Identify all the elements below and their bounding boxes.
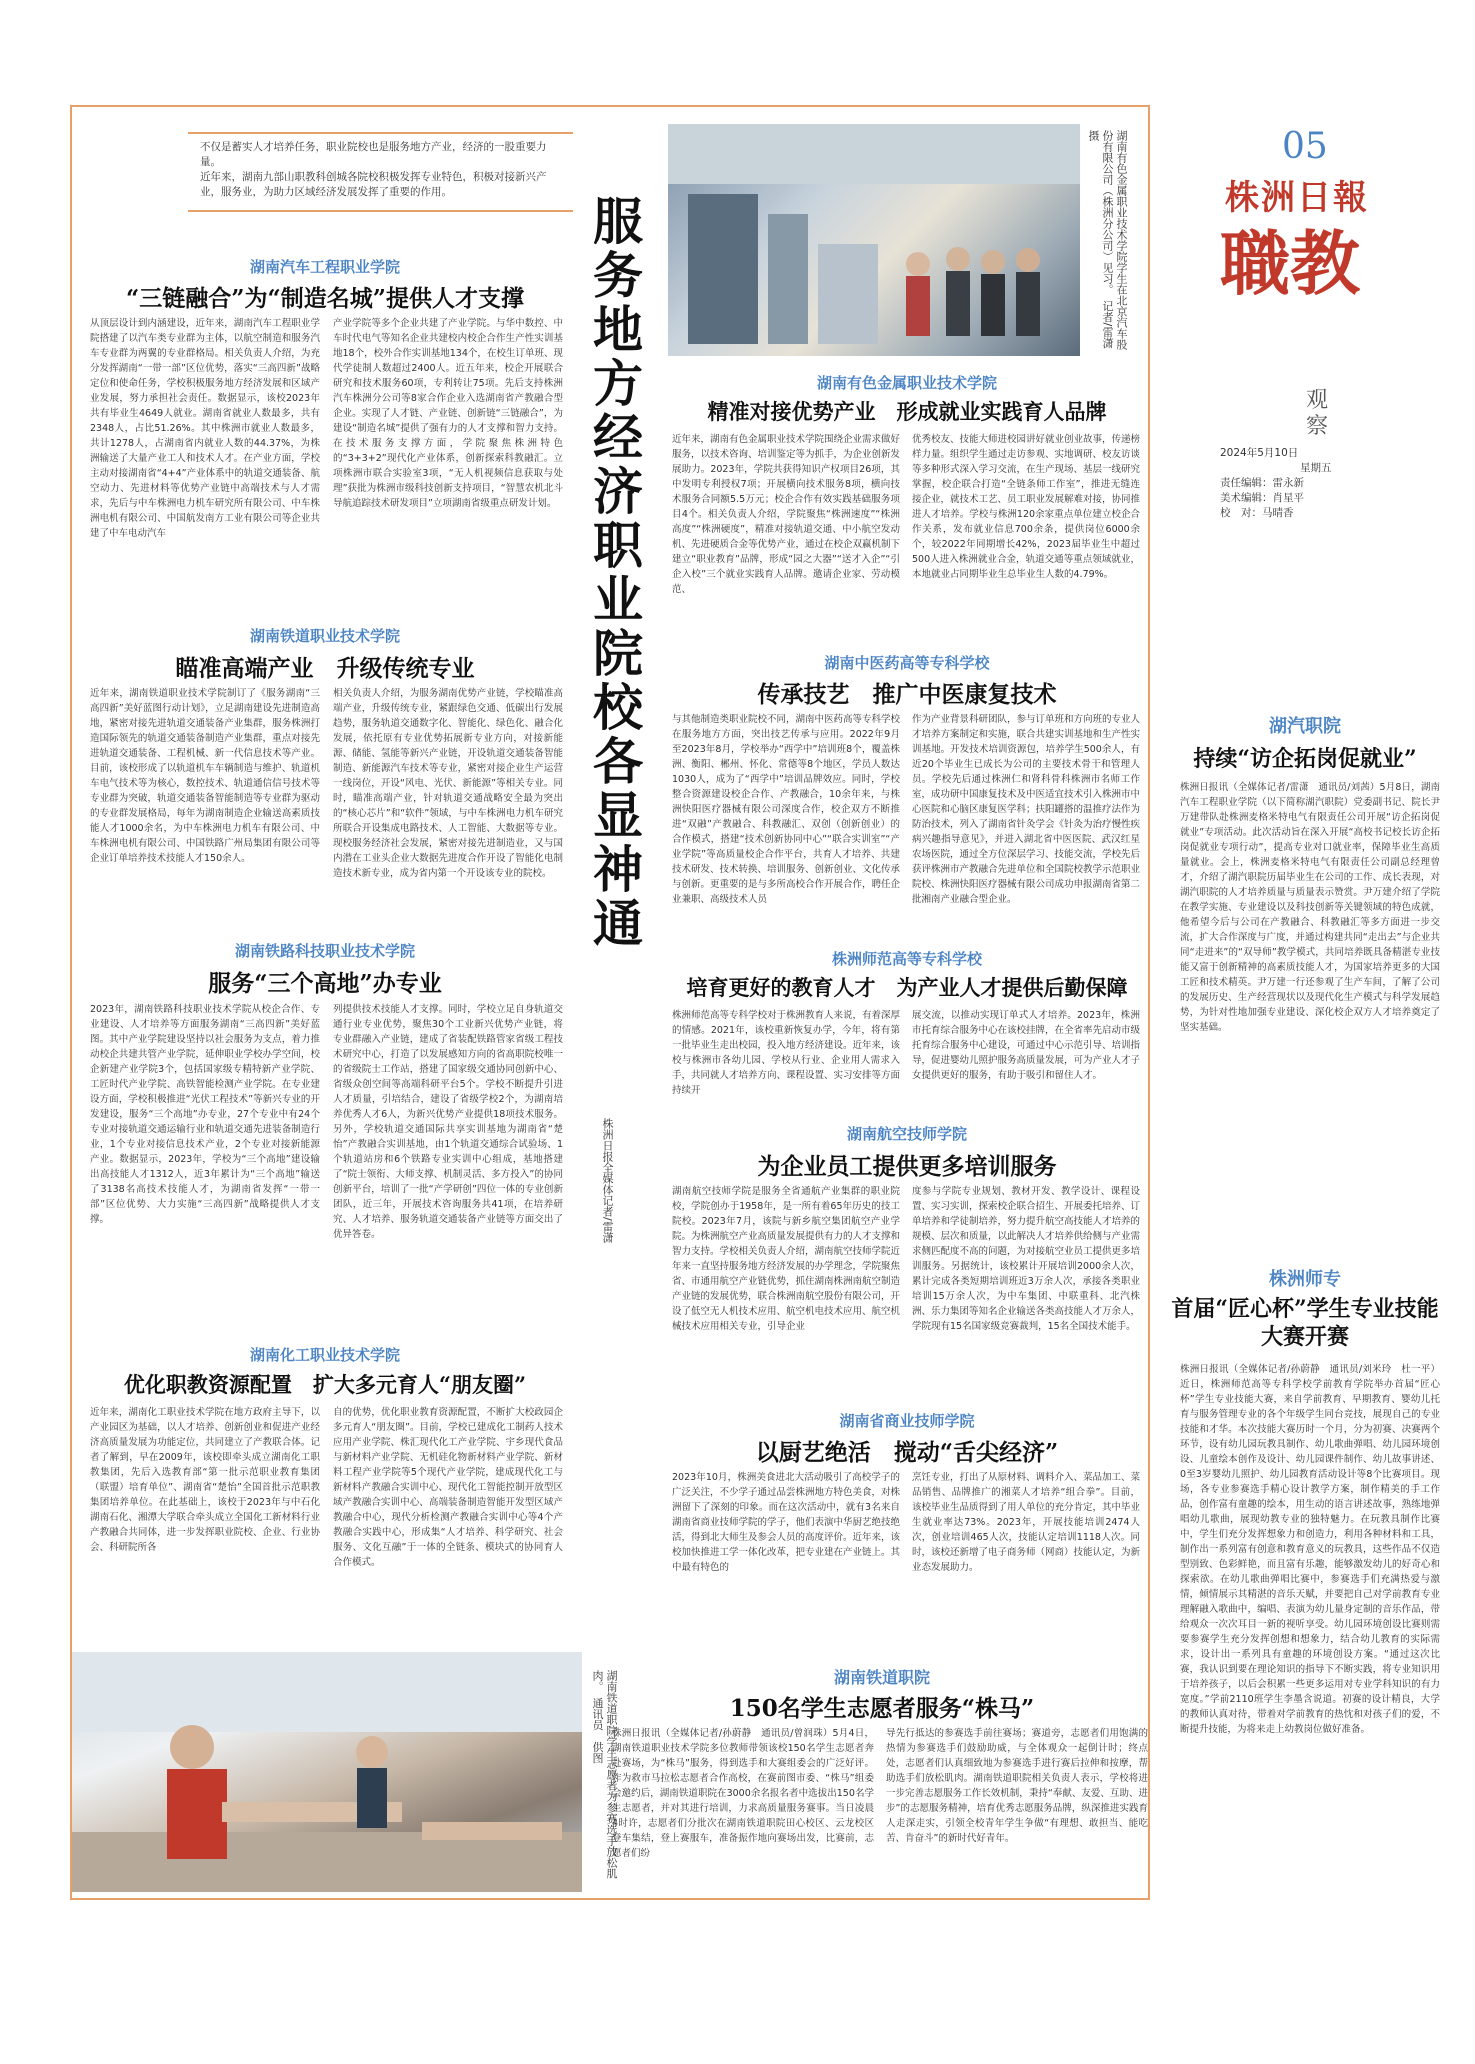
article-label: 湖南化工职业技术学院 (249, 1346, 400, 1364)
right-story-title: 持续“访企拓岗促就业” (1193, 746, 1417, 772)
article-title: 以厨艺绝活 搅动“舌尖经济” (755, 1439, 1059, 1466)
issue-meta (1220, 446, 1420, 521)
intro-paragraph: 不仅是蓄实人才培养任务，职业院校也是服务地方产业，经济的一股重要力量。 (200, 141, 547, 168)
article-label: 湖南铁路科技职业技术学院 (234, 942, 415, 960)
article-title: 为企业员工提供更多培训服务 (757, 1153, 1057, 1180)
editor-credit: 责任编辑：雷永新 (1220, 477, 1304, 489)
bottom-story-title: 150名学生志愿者服务“株马” (729, 1695, 1035, 1722)
top-photo-caption: 湖南有色金属职业技术学院学生在北京汽车股份有限公司（株洲分公司）见习。 记者/雷潇 摄 (1087, 130, 1128, 360)
article-body: 展交流，以推动实现订单式人才培养。2023年，株洲市托育综合服务中心在该校挂牌，在全省率先启动市级托育综合服务中心建设，可通过中心示范引导、培训指导，促进婴幼儿照护服务高质量发展，可为产业人才子女提供更好的服务，有助于吸引和留住人才。 (912, 1010, 1140, 1081)
article-title: 精准对接优势产业 形成就业实践育人品牌 (707, 399, 1107, 424)
article-body: 相关负责人介绍，为服务湖南优势产业链，学校瞄准高端产业，升级传统专业，紧跟绿色交通、低碳出行发展趋势，服务轨道交通数字化、智能化、绿色化、融合化发展，依托原有专业优势拓展新专业方向，对接新能源、储能、氢能等新兴产业链，开设轨道交通装备智能制造、新能源汽车技术等专业，紧密对接企业生产运营一线岗位，开设“风电、光伏、新能源”等相关专业。同时，瞄准高端产业，针对轨道交通战略安全最为突出的“核心芯片”和“软件”领域，与中车株洲电力机车研究所联合开设集成电路技术、人工智能、大数据等专业。现校服务经济社会发展，紧密对接先进制造业，又与国内潜在工业头企业大数据先进度合作开设了智能化电制造技术新专业，成为省内第一个开设该专业的院校。 (333, 688, 563, 879)
article-body: 株洲师范高等专科学校对于株洲教育人来说，有着深厚的情感。2021年，该校重新恢复办学，今年，将有第一批毕业生走出校园，投入地方经济建设。近年来，该校与株洲市各幼儿园、学校从行业、企业用人需求入手，共同就人才培养方向、课程设置、实习安排等方面持续开 (672, 1010, 900, 1096)
intro-box (188, 132, 573, 212)
page-number: 05 (1282, 126, 1328, 167)
article-label: 湖南航空技师学院 (846, 1125, 967, 1143)
right-story-body: 株洲日报讯（全媒体记者/雷潇 通讯员/刘茜）5月8日，湖南汽车工程职业学院（以下简称湖汽职院）党委副书记、院长尹万建带队赴株洲麦格米特电气有限责任公司开展“访企拓岗促就业”专项活动。此次活动旨在深入开展“高校书记校长访企拓岗促就业专项行动”，提高专业对口就业率，保障毕业生高质量就业。会上，株洲麦格米特电气有限责任公司副总经理曾才，介绍了湖汽职院历届毕业生在公司的工作、成长表现，对湖汽职院的人才培养质量与质量表示赞赏。尹万建介绍了学院在教学实施、专业建设以及科技创新等关键领域的特色成就，他希望今后与公司在产教融合、科教融汇等多方面进一步交流，扩大合作深度与广度，并通过构建共同“走出去”与企业共同“走进来”的“双导师”教学模式，共同培养既具备精湛专业技能又富于创新精神的高素质技能人才，为国家培养更多的大国工匠和技术精英。尹万建一行还参观了生产车间，了解了公司的发展历史、生产经营现状以及现代化生产模式与科学发展趋势，为针对性地加强专业建设、深化校企双方人才培养奠定了坚实基础。 (1180, 782, 1440, 1033)
article-title: 服务“三个高地”办专业 (208, 970, 442, 997)
issue-date: 2024年5月10日 (1220, 447, 1299, 459)
article-body: 优秀校友、技能大师进校园讲好就业创业故事，传递榜样力量。组织学生通过走访参观、实地调研、校友访谈等多种形式深入学习交流，在生产现场、基层一线研究掌握，校企联合打造“全链条师工作室”，推进无缝连接企业，就技术工艺、员工职业发展解难对接，协同推进人才培养。学校与株洲120余家重点单位建立校企合作关系，发布就业信息700余条，提供岗位6000余个，较2022年同期增长42%，2023届毕业生中超过500人进入株洲就业合金，轨道交通等重点领域就业，本地就业占同期毕业生总毕业生人数的4.79%。 (912, 434, 1140, 580)
bottom-photo-caption: 湖南铁道职院学生志愿者为参赛选手放松肌肉。 通讯员 供图 (591, 1670, 618, 1879)
article-body: 作为产业背景科研团队，参与订单班和方向班的专业人才培养方案制定和实施，联合共建实训基地和生产性实训基地。开发技术培训资源包，培养学生500余人，有近20个毕业生已成长为公司的主要技术骨干和管理人员。学校先后通过株洲仁和肾科骨科株洲市名师工作室，成功研中国康复技术及中医适宜技术引入株洲市中心医院和心脑区康复医学科；扶阳罐搭的温推疗法作为防治技术，列入了湖南省针灸学会《针灸为治疗慢性疾病兴趣指导意见》，并进入湖北省中医医院、武汉红星农场医院，通过全方位深层学习、技能交流，学校先后获评株洲市产教融合先进单位和全国院校教学示范职业院校、株洲快阳医疗器械有限公司成功申报湖南省第二批湘南产业融合型企业。 (912, 714, 1140, 905)
factory-scene-image (668, 124, 1080, 356)
article-body: 近年来，湖南铁道职业技术学院制订了《服务湖南“三高四新”美好蓝图行动计划》，立足湖南建设先进制造高地，紧密对接先进轨道交通装备产业集群，服务株洲打造国际领先的轨道交通装备制造产业集群，重点对接先进轨道交通装备、工程机械、新一代信息技术等产业。目前，该校形成了以轨道机车车辆制造与维护、轨道机车电气技术等为核心，数控技术、轨道通信信号技术等专业群为突破，轨道交通装备智能制造等专业群为驱动的专业群发展格局，每年为湖南制造企业输送高素质技能人才1000余名，为中车株洲电力机车有限公司、中车株洲电机有限公司、中国铁路广州局集团有限公司等企业订单培养技术技能人才150余人。 (90, 688, 320, 864)
section-brush-title: 職教 (1220, 222, 1360, 305)
article-label: 湖南中医药高等专科学校 (824, 654, 990, 672)
article-title: 优化职教资源配置 扩大多元育人“朋友圈” (123, 1372, 527, 1397)
main-headline: 服务地方经济 职业院校各显神通 (593, 192, 693, 953)
article-body: 从顶层设计到内涵建设，近年来，湖南汽车工程职业学院搭建了以汽车类专业群为主体，以航空制造和服务汽车专业群为两翼的专业群格局。相关负责人介绍，为充分发挥湖南“一带一部”区位优势，落实“三高四新”战略定位和使命任务，学校积极服务地方经济发展和区域产业发展，努力承担社会责任。数据显示，该校2023年共有毕业生4649人就业。湖南省就业人数最多，共有2348人，占比51.26%。其中株洲市就业人数最多，共计1278人，占湖南省内就业人数的44.37%，为株洲输送了大量产业工人和技术人才。在产业方面，学校主动对接湖南省“4+4”产业体系中的轨道交通装备、航空动力、先进材料等优势产业链中高端技术与人才需求，先后与中车株洲电力机车研究所有限公司、中车株洲电机有限公司、中国航发南方工业有限公司等企业共建了中车电动汽车 (90, 318, 320, 539)
paper-name: 株洲日報 (1225, 178, 1369, 218)
article-label: 株洲师范高等专科学校 (831, 950, 982, 968)
right-story-title: 首届“匠心杯”学生专业技能大赛开赛 (1171, 1296, 1439, 1350)
volunteer-massage-image (72, 1652, 582, 1892)
article-title: “三链融合”为“制造名城”提供人才支撑 (126, 285, 524, 312)
article-body: 近年来，湖南化工职业技术学院在地方政府主导下，以产业园区为基础，以人才培养、创新创业和促进产业经济高质量发展为功能定位，共同建立了产教联合体。记者了解到，早在2009年，该校即牵头成立湖南化工职教集团，先后入选教育部“第一批示范职业教育集团（联盟）培育单位”、湖南省“楚怡”全国首批示范职教集团培养单位。在此基础上，该校于2023年与中石化湖南石化、湘潭大学联合牵头成立全国化工新材料行业产教融合共同体，进一步发挥职业院校、企业、行业协会、科研院所各 (90, 1407, 320, 1553)
article-title: 瞄准高端产业 升级传统专业 (175, 655, 475, 682)
bottom-story-body: 株洲日报讯（全媒体记者/孙蔚静 通讯员/曾润珠）5月4日，湖南铁道职业技术学院多位教师带领该校150名学生志愿者奔赴赛场，为“株马”服务，得到选手和大赛组委会的广泛好评。作为救市马拉松志愿者合作高校，在赛前图市委、“株马”组委会邀约后，湖南铁道职院在3000余名报名者中选拔出150名学生志愿者，并对其进行培训，力求高质量服务赛事。当日凌晨4时许，志愿者们分批次在湖南铁道职院田心校区、云龙校区登车集结，登上赛服车，准备振作地向赛场出发，比赛前，志愿者们纷 (612, 1728, 874, 1859)
intro-paragraph: 近年来，湖南九部山职教科创城各院校积极发挥专业特色，积极对接新兴产业，服务业，为助力区域经济发展发挥了重要的作用。 (200, 171, 547, 198)
right-story-label: 株洲师专 (1269, 1269, 1341, 1290)
article-body: 度参与学院专业规划、教材开发、教学设计、课程设置、实习实训，探索校企联合招生、开展委托培养、订单培养和学徒制培养，努力提升航空高技能人才培养的规模、层次和质量，以此解决人才培养供给侧与产业需求侧匹配度不高的问题，为对接航空业员工提供更多培训服务。另据统计，该校累计开展培训2000余人次，累计完成各类短期培训班近3万余人次，承接各类职业培训15万余人次，为中车集团、中联重科、北汽株洲、乐力集团等知名企业输送各类高技能人才万余人，学院现有15名国家级竞赛裁判，15名全国技术能手。 (912, 1186, 1140, 1332)
article-body: 列提供技术技能人才支撑。同时，学校立足自身轨道交通行业专业优势，聚焦30个工业新兴优势产业链，将专业群融入产业链，建成了省装配铁路管家省级工程技术研究中心，打造了以发展感知方向的省高职院校唯一的省级院士工作站，搭建了国家级交通协同创新中心、省级众创空间等高端科研平台5个。学校不断提升引进人才质量，引培结合，建设了省级学校2个，为湖南培养优秀人才6人，为新兴优势产业提供18项技术服务。另外，学校轨道交通国际共享实训基地为湖南省“楚怡”产教融合实训基地，由1个轨道交通综合试验场、1个轨道站房和6个铁路专业实训中心组成，基地搭建了“院士领衔、大师支撑、机制灵活、多方投入”的协同创新平台，培训了一批“产学研创”四位一体的专业创新团队，近三年，开展技术咨询服务共41项，在培养研究、人才培养、服务轨道交通装备产业链等方面交出了优异答卷。 (333, 1004, 563, 1240)
issue-weekday: 星期五 (1300, 462, 1332, 474)
byline: 株洲日报全媒体记者/雷潇 (601, 1118, 614, 1243)
article-title: 培育更好的教育人才 为产业人才提供后勤保障 (686, 975, 1128, 1000)
article-body: 与其他制造类职业院校不同，湖南中医药高等专科学校在服务地方方面，突出技艺传承与应用。2022年9月至2023年8月，学校举办“西学中”培训班8个，覆盖株洲、衡阳、郴州、怀化、常德等8个地区，学员人数达1030人，成为了“西学中”培训品牌效应。同时，学校整合资源建设校企合作、产教融合，10余年来，与株洲快阳医疗器械有限公司深度合作，校企双方不断推进“双融”产教融合、科教融汇、双创（创新创业）的合作模式，搭建“技术创新协同中心”“联合实训室”“产业学院”等高质量校企合作平台，共育人才培养、共建技术研发、技术转换、培训服务、创新创业、文化传承与创新。更重要的是与多所高校合作开展合作，聘任企业兼职、高级技术人员 (672, 714, 900, 905)
article-body: 2023年，湖南铁路科技职业技术学院从校企合作、专业建设、人才培养等方面服务湖南“三高四新”美好蓝图。其中产业学院建设坚持以社会服务为支点，着力推动校企共建共管产业学院，延伸职业学校办学空间，校企新建产业学院3个，包括国家级专精特新产业学院、工匠时代产业学院、高铁智能检测产业学院。在专业建设方面，学校积极推进“光伏工程技术”等新兴专业的开发建设，服务“三个高地”办专业，27个专业中有24个专业对接轨道交通运输行业和轨道交通先进装备制造行业，1个专业对接信息技术产业，2个专业对接新能源产业。数据显示，2023年，学校为“三个高地”建设输出高技能人才1312人，近3年累计为“三个高地”输送了3138名高技术技能人才，为湖南省发挥“一带一部”区位优势、大力实施“三高四新”战略提供人才支撑。 (90, 1004, 320, 1225)
bottom-story-label: 湖南铁道职院 (833, 1668, 930, 1687)
article-title: 传承技艺 推广中医康复技术 (757, 681, 1057, 708)
article-label: 湖南铁道职业技术学院 (249, 627, 400, 645)
article-body: 2023年10月，株洲美食进北大活动吸引了高校学子的广泛关注，不少学子通过品尝株洲地方特色美食，对株洲留下了深刻的印象。而在这次活动中，就有3名来自湖南省商业技师学院的学子，他们表演中华厨艺绝技绝活，得到北大师生及参会人员的高度评价。近年来，该校加快推进工学一体化改革，把专业建在产业链上。其中最有特色的 (672, 1472, 900, 1573)
article-body: 湖南航空技师学院是服务全省通航产业集群的职业院校，学院创办于1958年，是一所有着65年历史的技工院校。2023年7月，该院与新乡航空集团航空产业学院。为株洲航空产业高质量发展提供有力的人才支撑和智力支持。学校相关负责人介绍，湖南航空技师学院近年来一直坚持服务地方经济发展的办学理念，学院聚焦省、市通用航空产业链优势，抓住湖南株洲南航空制造产业链的发展优势，联合株洲南航空股份有限公司，开设了低空无人机技术应用、航空机电技术应用、航空机械技术应用相关专业，引导企业 (672, 1186, 900, 1332)
article-body: 烹饪专业，打出了从原材料、调料介入、菜品加工、菜品销售、品牌推广的湘菜人才培养“组合拳”。目前，该校毕业生品质得到了用人单位的充分肯定，其中毕业生就业率达73%。2023年，开展技能培训2474人次，创业培训465人次，技能认定培训1118人次。同时，该校还新增了电子商务师（网商）技能认定，为新业态发展助力。 (912, 1472, 1140, 1573)
proofreader-credit: 校 对：马晴香 (1220, 507, 1294, 519)
article-label: 湖南汽车工程职业学院 (249, 258, 400, 276)
right-story-body: 株洲日报讯（全媒体记者/孙蔚静 通讯员/刘米玲 杜一平）近日，株洲师范高等专科学校学前教育学院举办首届“匠心杯”学生专业技能大赛，来自学前教育、早期教育、婴幼儿托育与服务管理专业的各个年级学生同台竞技，展现自己的专业技能和才华。本次技能大赛历时一个月，分为初赛、决赛两个环节，设有幼儿园玩教具制作、幼儿歌曲弹唱、幼儿园环境创设、儿童绘本创作及设计、幼儿园课件制作、幼儿故事讲述、0至3岁婴幼儿照护、幼儿园教育活动设计等8个比赛项目。现场，各专业参赛选手精心设计教学方案，制作精美的手工作品，创作富有童趣的绘本，用生动的语言讲述故事，熟练地弹唱幼儿歌曲，展现幼教专业的独特魅力。在玩教具制作比赛中，学生们充分发挥想象力和创造力，利用各种材料和工具，制作出一系列富有创意和教育意义的玩教具，这些作品不仅造型别致、色彩鲜艳，而且富有乐趣，能够激发幼儿的好奇心和探索欲。在幼儿歌曲弹唱比赛中，参赛选手们充满热爱与激情，倾情展示其精湛的音乐天赋，并要把自己对学前教育专业理解融入歌曲中，编唱、表演为幼儿量身定制的音乐作品，带给观众一次次耳目一新的视听享受。幼儿园环境创设比赛则需要参赛学生充分发挥创想和想象力，结合幼儿教育的实际需求，设计出一系列具有童趣的环境创设方案。“通过这次比赛，我认识到要在理论知识的指导下不断实践，将专业知识用于培养孩子，以后会积累一些更多运用对专业学科知识的有力宽度。”学前2110班学生李墨含说道。初赛的设计精良，大学的教师认真对待，带着对学前教育的热忱和对孩子们的爱，不断提升技能，为将来走上幼教岗位做好准备。 (1180, 1364, 1440, 1735)
article-body: 自的优势，优化职业教育资源配置，不断扩大校政园企多元育人“朋友圈”。目前，学校已建成化工制药人技术应用产业学院、株汇现代化工产业学院、宇乡现代食品与新材料产业学院、无机硅化物新材料产业学院、新材料工程产业学院等5个现代产业学院，建成现代化工与新材料产教融合实训中心、现代化工智能控制开放型区域产教融合实训中心、高端装备制造智能开发型区域产教融合中心，现代分析检测产教融合实训中心等4个产教融合实践中心，形成集“人才培养、科学研究、社会服务、文化互融”于一体的全链条、模块式的协同育人合作模式。 (333, 1407, 563, 1568)
article-body: 产业学院等多个企业共建了产业学院。与华中数控、中车时代电气等知名企业共建校内校企合作生产性实训基地18个，校外合作实训基地134个，在校生订单班、现代学徒制人数超过2400人。近五年来，校企开展联合研究和技术服务60项，专利转让75项。先后支持株洲汽车株洲分公司等8家合作企业入选湖南省产教融合型企业。实现了人才链、产业链、创新链“三链融合”，为建设“制造名城”提供了强有力的人才支撑和智力支持。在技术服务支撑方面，学院聚焦株洲特色的“3+3+2”现代化产业体系，创新探索科教融汇。立项株洲市联合实验室3项，“无人机视频信息获取与处理”获批为株洲市级科技创新支持项目，“智慧农机北斗导航追踪技术研发项目”立项湖南省级重点研发计划。 (333, 318, 563, 509)
article-label: 湖南省商业技师学院 (839, 1412, 975, 1430)
art-editor-credit: 美术编辑：肖星平 (1220, 492, 1304, 504)
right-story-label: 湖汽职院 (1269, 716, 1341, 737)
top-photo (668, 124, 1080, 356)
section-subtitle: 观察 (1306, 388, 1329, 439)
bottom-story-body: 导先行抵达的参赛选手前往赛场；赛道旁，志愿者们用饱满的热情为参赛选手们鼓励助威，与全体观众一起倒计时；终点处，志愿者们认真细致地为参赛选手进行赛后拉伸和按摩，帮助选手们放松肌肉。湖南铁道职院相关负责人表示，学校将进一步完善志愿服务工作长效机制，秉持“奉献、友爱、互助、进步”的志愿服务精神，培育优秀志愿服务品牌，纵深推进实践育人走深走实，引领全校青年学生争做“有理想、敢担当、能吃苦、肯奋斗”的新时代好青年。 (886, 1728, 1148, 1844)
article-label: 湖南有色金属职业技术学院 (816, 374, 997, 392)
bottom-photo (72, 1652, 582, 1892)
article-body: 近年来，湖南有色金属职业技术学院围绕企业需求做好服务，以技术咨询、培训鉴定等为抓手，为企业创新发展助力。2023年，学院共获得知识产权项目26项，其中发明专利授权7项；开展横向技术服务8项，横向技术服务合同额5.5万元；校企合作有效实践基础服务项目4个。相关负责人介绍，学院聚焦“株洲速度”“株洲高度”“株洲硬度”，精准对接轨道交通、中小航空发动机、先进硬质合金等优势产业，通过在校企双赢机制下建立“职业教育”品牌，形成“园之大器”“送才入企”“引企入校”三个就业实践育人品牌。邀请企业家、劳动模范、 (672, 434, 900, 595)
